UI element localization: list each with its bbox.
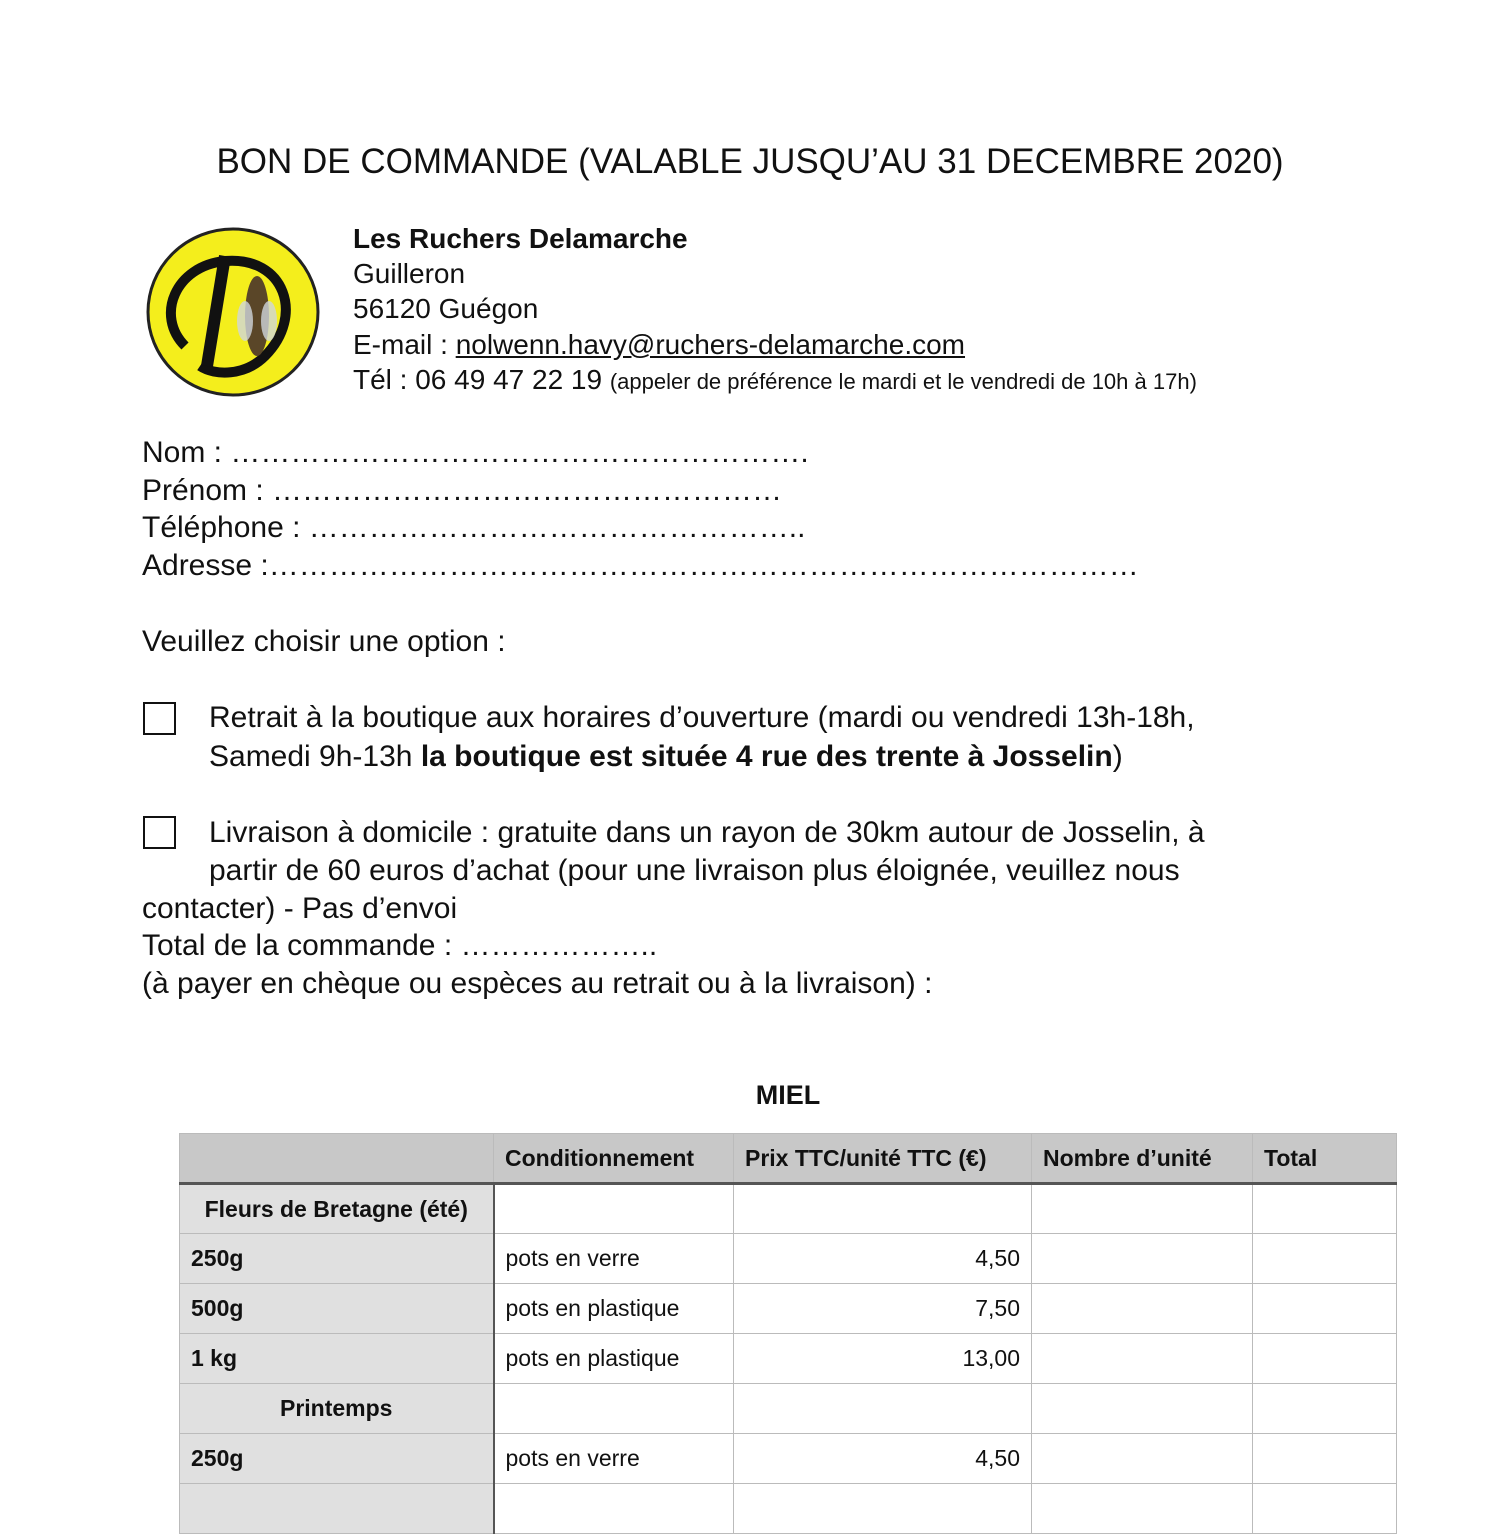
- quantity-cell[interactable]: [1032, 1334, 1253, 1384]
- table-row: [180, 1334, 1397, 1384]
- table-row: [180, 1284, 1397, 1334]
- packaging-cell: pots en verre: [494, 1434, 734, 1484]
- company-phone-line: [353, 362, 1197, 399]
- firstname-field[interactable]: Prénom : ……………………………………………: [142, 474, 783, 507]
- column-header: Prix TTC/unité TTC (€): [734, 1134, 1032, 1184]
- email-link[interactable]: nolwenn.havy@ruchers-delamarche.com: [455, 329, 966, 360]
- total-cell[interactable]: [1253, 1334, 1397, 1384]
- delivery-option-line2: partir de 60 euros d’achat (pour une livraison plus éloignée, veuillez nous: [209, 854, 1180, 887]
- quantity-cell[interactable]: [1032, 1284, 1253, 1334]
- table-row: [180, 1484, 1397, 1534]
- order-total-field[interactable]: Total de la commande : ………………..: [142, 929, 658, 962]
- page-title: BON DE COMMANDE (VALABLE JUSQU’AU 31 DECEMBRE 2020): [216, 142, 1284, 181]
- delivery-checkbox[interactable]: [143, 816, 176, 849]
- delivery-option-line1: Livraison à domicile : gratuite dans un rayon de 30km autour de Josselin, à: [209, 816, 1205, 849]
- company-email-line: [353, 327, 965, 362]
- pickup-checkbox[interactable]: [143, 702, 176, 735]
- packaging-cell: pots en verre: [494, 1234, 734, 1284]
- choose-option-label: Veuillez choisir une option :: [142, 625, 506, 658]
- delivery-option-line3: contacter) - Pas d’envoi: [142, 892, 458, 925]
- column-header: [180, 1134, 494, 1184]
- pickup-option-line2: Samedi 9h-13h la boutique est située 4 rue des trente à Josselin): [209, 740, 1123, 773]
- price-cell: [734, 1184, 1032, 1234]
- packaging-cell: pots en plastique: [494, 1284, 734, 1334]
- name-field[interactable]: Nom : ………………………………………………….: [142, 436, 809, 469]
- column-header: Conditionnement: [494, 1134, 734, 1184]
- quantity-cell[interactable]: [1032, 1184, 1253, 1234]
- group-row: [180, 1384, 1397, 1434]
- honey-order-table: [179, 1133, 1397, 1534]
- column-header: Nombre d’unité: [1032, 1134, 1253, 1184]
- section-title: MIEL: [755, 1080, 821, 1110]
- empty-cell: [494, 1484, 734, 1534]
- phone-note: (appeler de préférence le mardi et le vendredi de 10h à 17h): [609, 369, 1197, 394]
- address-field[interactable]: Adresse :……………………………………………………………………………: [142, 549, 1139, 582]
- price-cell: 13,00: [734, 1334, 1032, 1384]
- empty-cell: [180, 1484, 494, 1534]
- pickup-option-line1: Retrait à la boutique aux horaires d’ouverture (mardi ou vendredi 13h-18h,: [209, 701, 1195, 734]
- email-label: E-mail :: [353, 329, 456, 360]
- company-postal: 56120 Guégon: [353, 293, 539, 324]
- empty-cell: [1032, 1484, 1253, 1534]
- company-place: Guilleron: [353, 258, 466, 289]
- price-cell: 4,50: [734, 1434, 1032, 1484]
- total-cell[interactable]: [1253, 1184, 1397, 1234]
- price-cell: 7,50: [734, 1284, 1032, 1334]
- packaging-cell: pots en plastique: [494, 1334, 734, 1384]
- product-cell: Fleurs de Bretagne (été): [180, 1184, 494, 1234]
- product-cell: 250g: [180, 1434, 494, 1484]
- table-row: [180, 1434, 1397, 1484]
- total-cell[interactable]: [1253, 1434, 1397, 1484]
- total-cell[interactable]: [1253, 1234, 1397, 1284]
- company-logo: [145, 226, 321, 398]
- quantity-cell[interactable]: [1032, 1384, 1253, 1434]
- phone: Tél : 06 49 47 22 19: [353, 364, 610, 395]
- product-cell: 1 kg: [180, 1334, 494, 1384]
- product-cell: 250g: [180, 1234, 494, 1284]
- price-cell: [734, 1384, 1032, 1434]
- price-cell: 4,50: [734, 1234, 1032, 1284]
- packaging-cell: [494, 1184, 734, 1234]
- empty-cell: [734, 1484, 1032, 1534]
- empty-cell: [1253, 1484, 1397, 1534]
- company-name: Les Ruchers Delamarche: [353, 223, 688, 254]
- total-cell[interactable]: [1253, 1384, 1397, 1434]
- product-cell: 500g: [180, 1284, 494, 1334]
- table-row: [180, 1234, 1397, 1284]
- phone-field[interactable]: Téléphone : …………………………………………..: [142, 511, 806, 544]
- product-cell: Printemps: [180, 1384, 494, 1434]
- quantity-cell[interactable]: [1032, 1434, 1253, 1484]
- packaging-cell: [494, 1384, 734, 1434]
- group-row: [180, 1184, 1397, 1234]
- column-header: Total: [1253, 1134, 1397, 1184]
- payment-note: (à payer en chèque ou espèces au retrait ou à la livraison) :: [142, 967, 933, 1000]
- total-cell[interactable]: [1253, 1284, 1397, 1334]
- quantity-cell[interactable]: [1032, 1234, 1253, 1284]
